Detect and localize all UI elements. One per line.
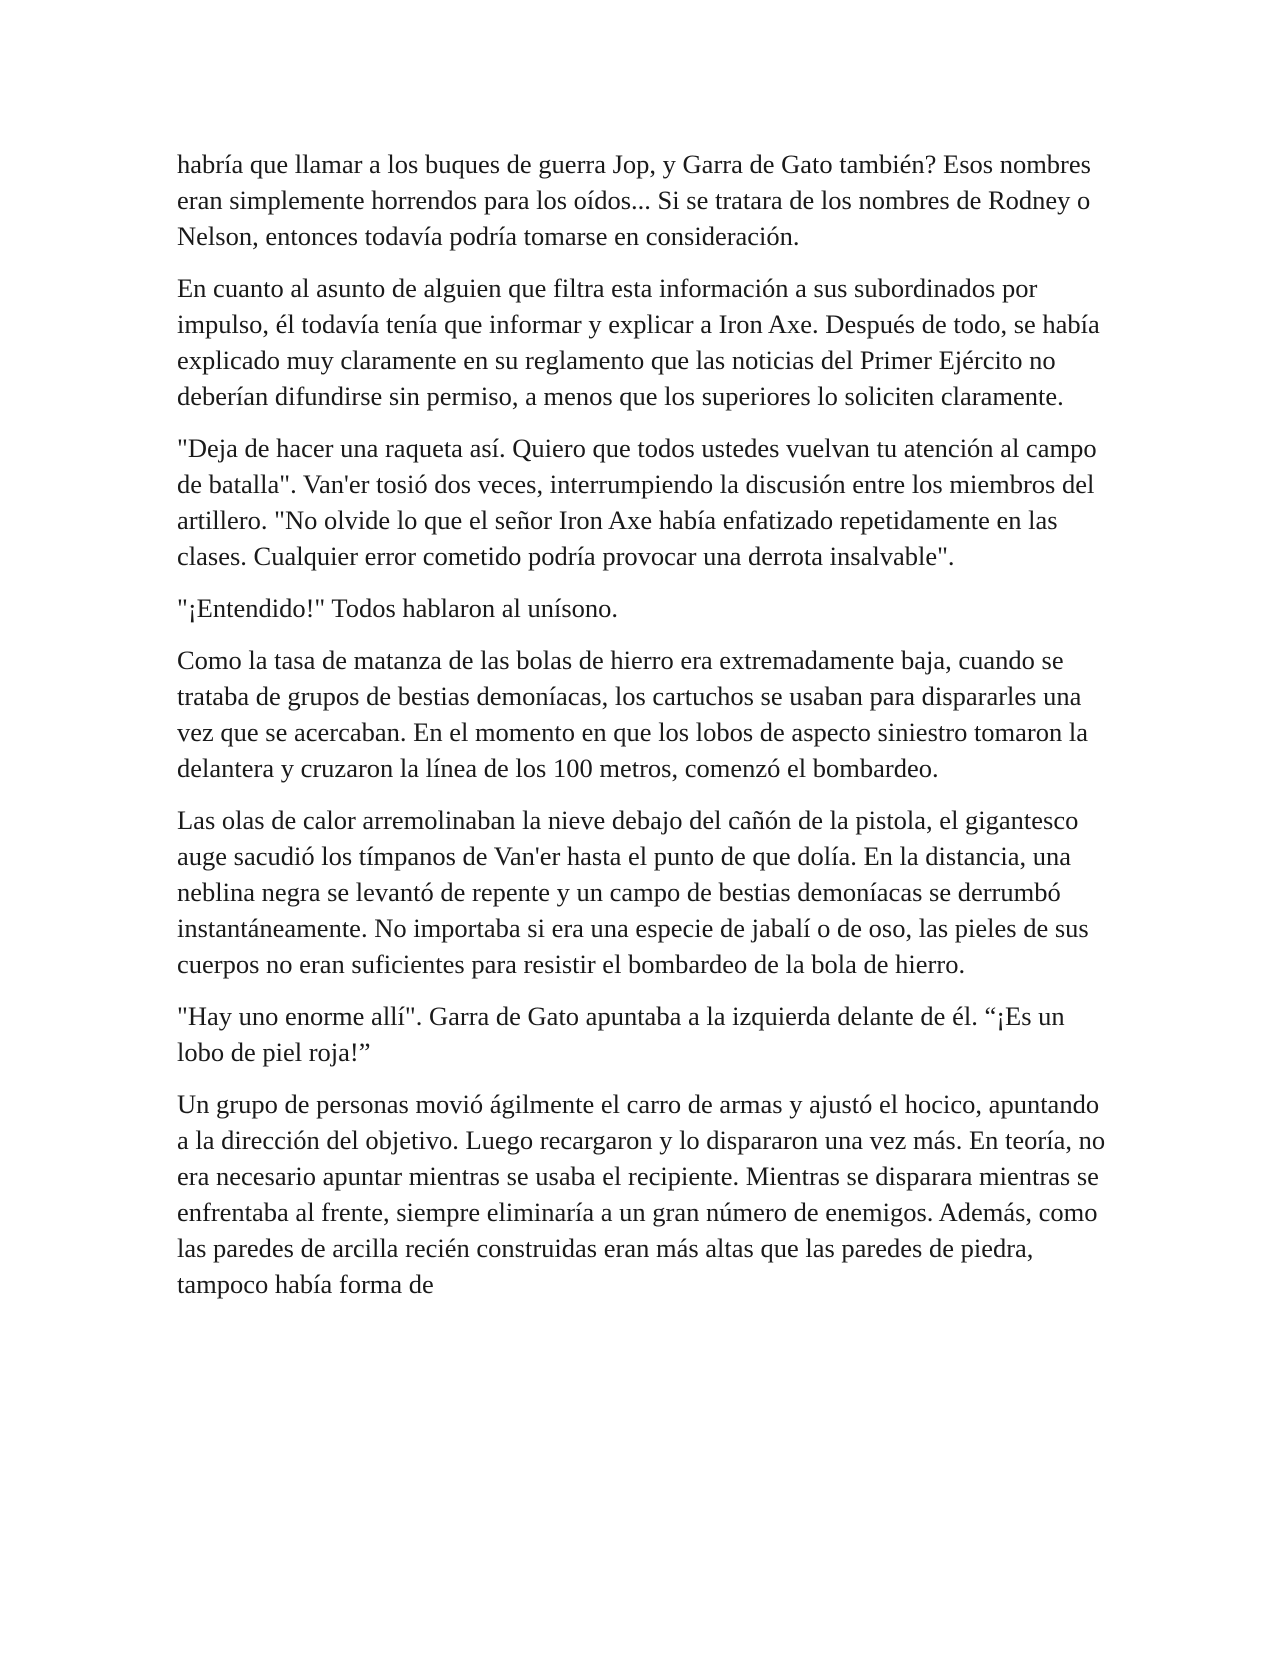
paragraph-1: habría que llamar a los buques de guerra Jop, y Garra de Gato también? Esos nombres eran simplemente horrendos para los oídos... Si se tratara de los nombres de Rodney o Nelson, entonces todavía podría tomarse en consideración. [177,149,1091,251]
body-text [177,146,1117,1318]
paragraph-6: Las olas de calor arremolinaban la nieve debajo del cañón de la pistola, el gigantesco auge sacudió los tímpanos de Van'er hasta el punto de que dolía. En la distancia, una neblina negra se levantó de repente y un campo de bestias demoníacas se derrumbó instantáneamente. No importaba si era una especie de jabalí o de oso, las pieles de sus cuerpos no eran suficientes para resistir el bombardeo de la bola de hierro. [177,805,1089,979]
paragraph-2: En cuanto al asunto de alguien que filtra esta información a sus subordinados por impulso, él todavía tenía que informar y explicar a Iron Axe. Después de todo, se había explicado muy claramente en su reglamento que las noticias del Primer Ejército no deberían difundirse sin permiso, a menos que los superiores lo soliciten claramente. [177,273,1100,411]
paragraph-5: Como la tasa de matanza de las bolas de hierro era extremadamente baja, cuando se trataba de grupos de bestias demoníacas, los cartuchos se usaban para dispararles una vez que se acercaban. En el momento en que los lobos de aspecto siniestro tomaron la delantera y cruzaron la línea de los 100 metros, comenzó el bombardeo. [177,645,1089,783]
paragraph-8: Un grupo de personas movió ágilmente el carro de armas y ajustó el hocico, apuntando a la dirección del objetivo. Luego recargaron y lo dispararon una vez más. En teoría, no era necesario apuntar mientras se usaba el recipiente. Mientras se disparara mientras se enfrentaba al frente, siempre eliminaría a un gran número de enemigos. Además, como las paredes de arcilla recién construidas eran más altas que las paredes de piedra, tampoco había forma de [177,1089,1106,1299]
paragraph-4: "¡Entendido!" Todos hablaron al unísono. [177,593,619,623]
paragraph-3: "Deja de hacer una raqueta así. Quiero que todos ustedes vuelvan tu atención al campo de batalla". Van'er tosió dos veces, interrumpiendo la discusión entre los miembros del artillero. "No olvide lo que el señor Iron Axe había enfatizado repetidamente en las clases. Cualquier error cometido podría provocar una derrota insalvable". [177,433,1097,571]
paragraph-7: "Hay uno enorme allí". Garra de Gato apuntaba a la izquierda delante de él. “¡Es un lobo de piel roja!” [177,1001,1065,1067]
